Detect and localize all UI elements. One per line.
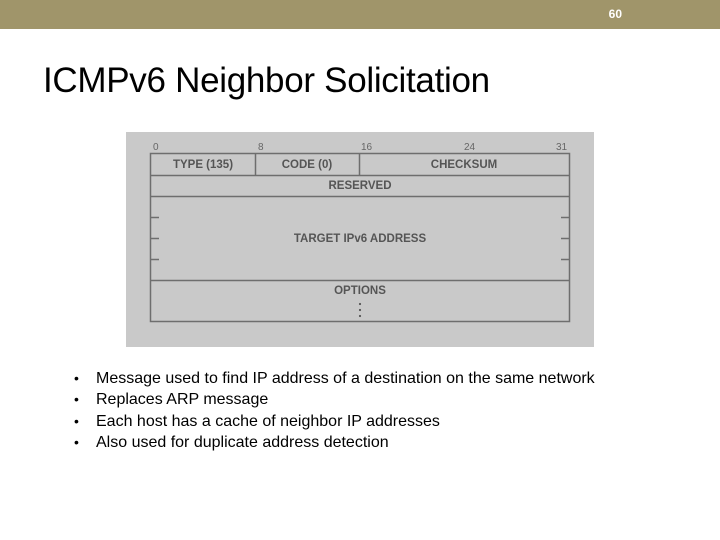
- packet-format-figure: [126, 132, 594, 347]
- bullet-item: [74, 389, 595, 410]
- packet-format-diagram: [126, 132, 594, 347]
- field-options: OPTIONS: [334, 285, 386, 297]
- bullet-text: Message used to find IP address of a destination on the same network: [96, 370, 595, 387]
- bit-label-24: 24: [464, 142, 476, 153]
- slide-title: ICMPv6 Neighbor Solicitation: [43, 61, 490, 100]
- bullet-marker: •: [74, 370, 79, 386]
- top-bar: [0, 0, 720, 29]
- bit-label-8: 8: [258, 142, 264, 153]
- bit-label-31: 31: [556, 142, 568, 153]
- bullet-text: Replaces ARP message: [96, 391, 269, 409]
- slide-number: 60: [608, 7, 622, 21]
- bullet-text: Also used for duplicate address detection: [96, 433, 389, 451]
- bullet-item: [74, 368, 595, 389]
- field-checksum: CHECKSUM: [430, 159, 498, 171]
- field-code: CODE (0): [281, 159, 333, 171]
- field-reserved: RESERVED: [328, 180, 392, 192]
- field-target-address: TARGET IPv6 ADDRESS: [293, 233, 427, 245]
- bit-label-16: 16: [361, 142, 373, 153]
- bullet-item: [74, 432, 595, 453]
- bullet-text: Each host has a cache of neighbor IP addresses: [96, 412, 440, 430]
- field-type: TYPE (135): [172, 159, 234, 171]
- bullet-marker: •: [74, 391, 79, 408]
- continuation-dot: [359, 315, 361, 317]
- bullet-marker: •: [74, 433, 79, 450]
- bullet-item: [74, 411, 595, 432]
- bullet-marker: •: [74, 412, 79, 429]
- continuation-dot: [359, 309, 361, 311]
- bit-label-0: 0: [153, 142, 159, 153]
- continuation-dot: [359, 303, 361, 305]
- bullet-list: [74, 368, 595, 453]
